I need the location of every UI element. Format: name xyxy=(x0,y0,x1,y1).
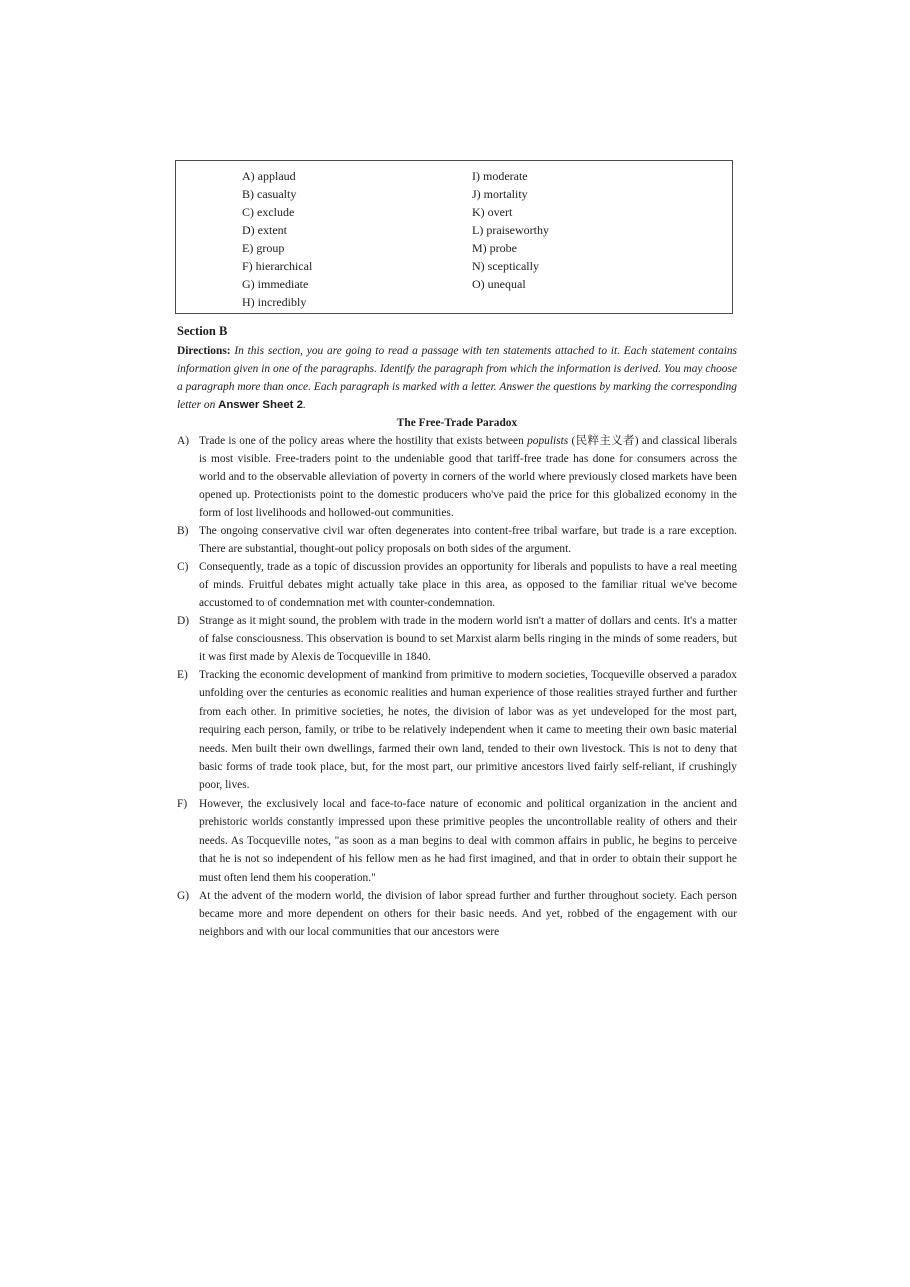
paragraph-c xyxy=(177,558,737,612)
word-option: F) hierarchical xyxy=(242,259,313,273)
directions-label: Directions: xyxy=(177,345,231,357)
paragraph-text: Trade is one of the policy areas where the hostility that exists between xyxy=(199,435,528,447)
section-b xyxy=(177,322,737,941)
paragraph-f xyxy=(177,795,737,888)
word-option: M) probe xyxy=(472,241,517,255)
word-option: I) moderate xyxy=(472,169,528,183)
word-option: B) casualty xyxy=(242,187,297,201)
paragraph-text: Tracking the economic development of mankind from primitive to modern societies, Tocqueville observed a paradox unfolding over the centuries as economic realities and human experience of those realities strayed further and further from each other. In primitive societies, he notes, the division of labor was as yet undeveloped for the most part, requiring each person, family, or tribe to be relatively independent when it came to meeting their own basic material needs. Men built their own dwellings, farmed their own land, tended to their own livestock. This is not to deny that basic forms of trade took place, but, for the most part, our primitive ancestors lived fairly self-reliant, if crushingly poor, lives. xyxy=(199,669,737,792)
paragraph-text: Strange as it might sound, the problem with trade in the modern world isn't a matter of dollars and cents. It's a matter of false consciousness. This observation is bound to set Marxist alarm bells ringing in the minds of some readers, but it was first made by Alexis de Tocqueville in 1840. xyxy=(199,615,737,663)
paragraph-g xyxy=(177,887,737,941)
paragraph-letter: E) xyxy=(177,669,188,681)
word-option: A) applaud xyxy=(242,169,296,183)
passage-title: The Free-Trade Paradox xyxy=(396,417,518,429)
paragraph-emphasis: populists xyxy=(527,435,569,447)
word-bank-box xyxy=(175,160,733,314)
word-option: E) group xyxy=(242,241,285,255)
section-title: Section B xyxy=(177,324,228,338)
word-option: D) extent xyxy=(242,223,287,237)
paragraph-a xyxy=(177,432,737,522)
paragraph-letter: D) xyxy=(177,615,190,627)
word-option: H) incredibly xyxy=(242,295,307,309)
paragraph-letter: C) xyxy=(177,561,189,573)
paragraph-letter: F) xyxy=(177,797,188,810)
paragraph-text: However, the exclusively local and face-to-face nature of economic and political organization in the ancient and prehistoric worlds constantly impressed upon these primitive peoples the uncontrollable reality of others and their needs. As Tocqueville notes, "as soon as a man begins to deal with common affairs in public, he begins to perceive that he is not so independent of his fellow men as he had first imagined, and that in order to obtain their support he must often lend them his cooperation." xyxy=(199,797,737,884)
paragraph-letter: G) xyxy=(177,890,190,903)
directions xyxy=(177,342,737,414)
paragraph-e xyxy=(177,666,737,795)
word-bank-left-column xyxy=(242,167,312,311)
word-option: K) overt xyxy=(472,205,513,219)
paragraph-text: At the advent of the modern world, the division of labor spread further and further throughout society. Each person became more and more dependent on others for their basic needs. And yet, robbed of the engagement with our neighbors and with our local communities that our ancestors were xyxy=(199,890,737,939)
paragraph-d xyxy=(177,612,737,666)
paragraph-text: (民粹主义者) and classical liberals is most visible. Free-traders point to the undeniable good that tariff-free trade has done for consumers across the world and to the observable alleviation of poverty in corners of the world where previously closed markets have been opened up. Protectionists point to the domestic producers who've paid the price for this globalized economy in the form of lost livelihoods and hollowed-out communities. xyxy=(199,435,737,519)
answer-sheet-ref: Answer Sheet 2 xyxy=(218,399,303,411)
paragraph-text: The ongoing conservative civil war often degenerates into content-free tribal warfare, but trade is a rare exception. There are substantial, thought-out policy proposals on both sides of the argument. xyxy=(199,525,737,555)
word-option: O) unequal xyxy=(472,277,526,291)
word-option: C) exclude xyxy=(242,205,295,219)
paragraph-letter: B) xyxy=(177,525,189,537)
word-option: N) sceptically xyxy=(472,259,539,273)
word-option: J) mortality xyxy=(472,187,528,201)
word-option: L) praiseworthy xyxy=(472,223,549,237)
directions-end: . xyxy=(302,399,306,411)
word-bank-right-column xyxy=(472,167,549,293)
word-option: G) immediate xyxy=(242,277,309,291)
paragraph-b xyxy=(177,522,737,558)
paragraph-letter: A) xyxy=(177,435,190,447)
directions-text: In this section, you are going to read a passage with ten statements attached to it. Each statement contains information given in one of the paragraphs. Identify the paragraph from which the information is derived. You may choose a paragraph more than once. Each paragraph is marked with a letter. Answer the questions by marking the corresponding letter on xyxy=(177,345,737,411)
paragraph-text: Consequently, trade as a topic of discussion provides an opportunity for liberals and populists to have a real meeting of minds. Fruitful debates might actually take place in this area, as opposed to the familiar ritual we've become accustomed to of condemnation met with counter-condemnation. xyxy=(199,561,737,609)
